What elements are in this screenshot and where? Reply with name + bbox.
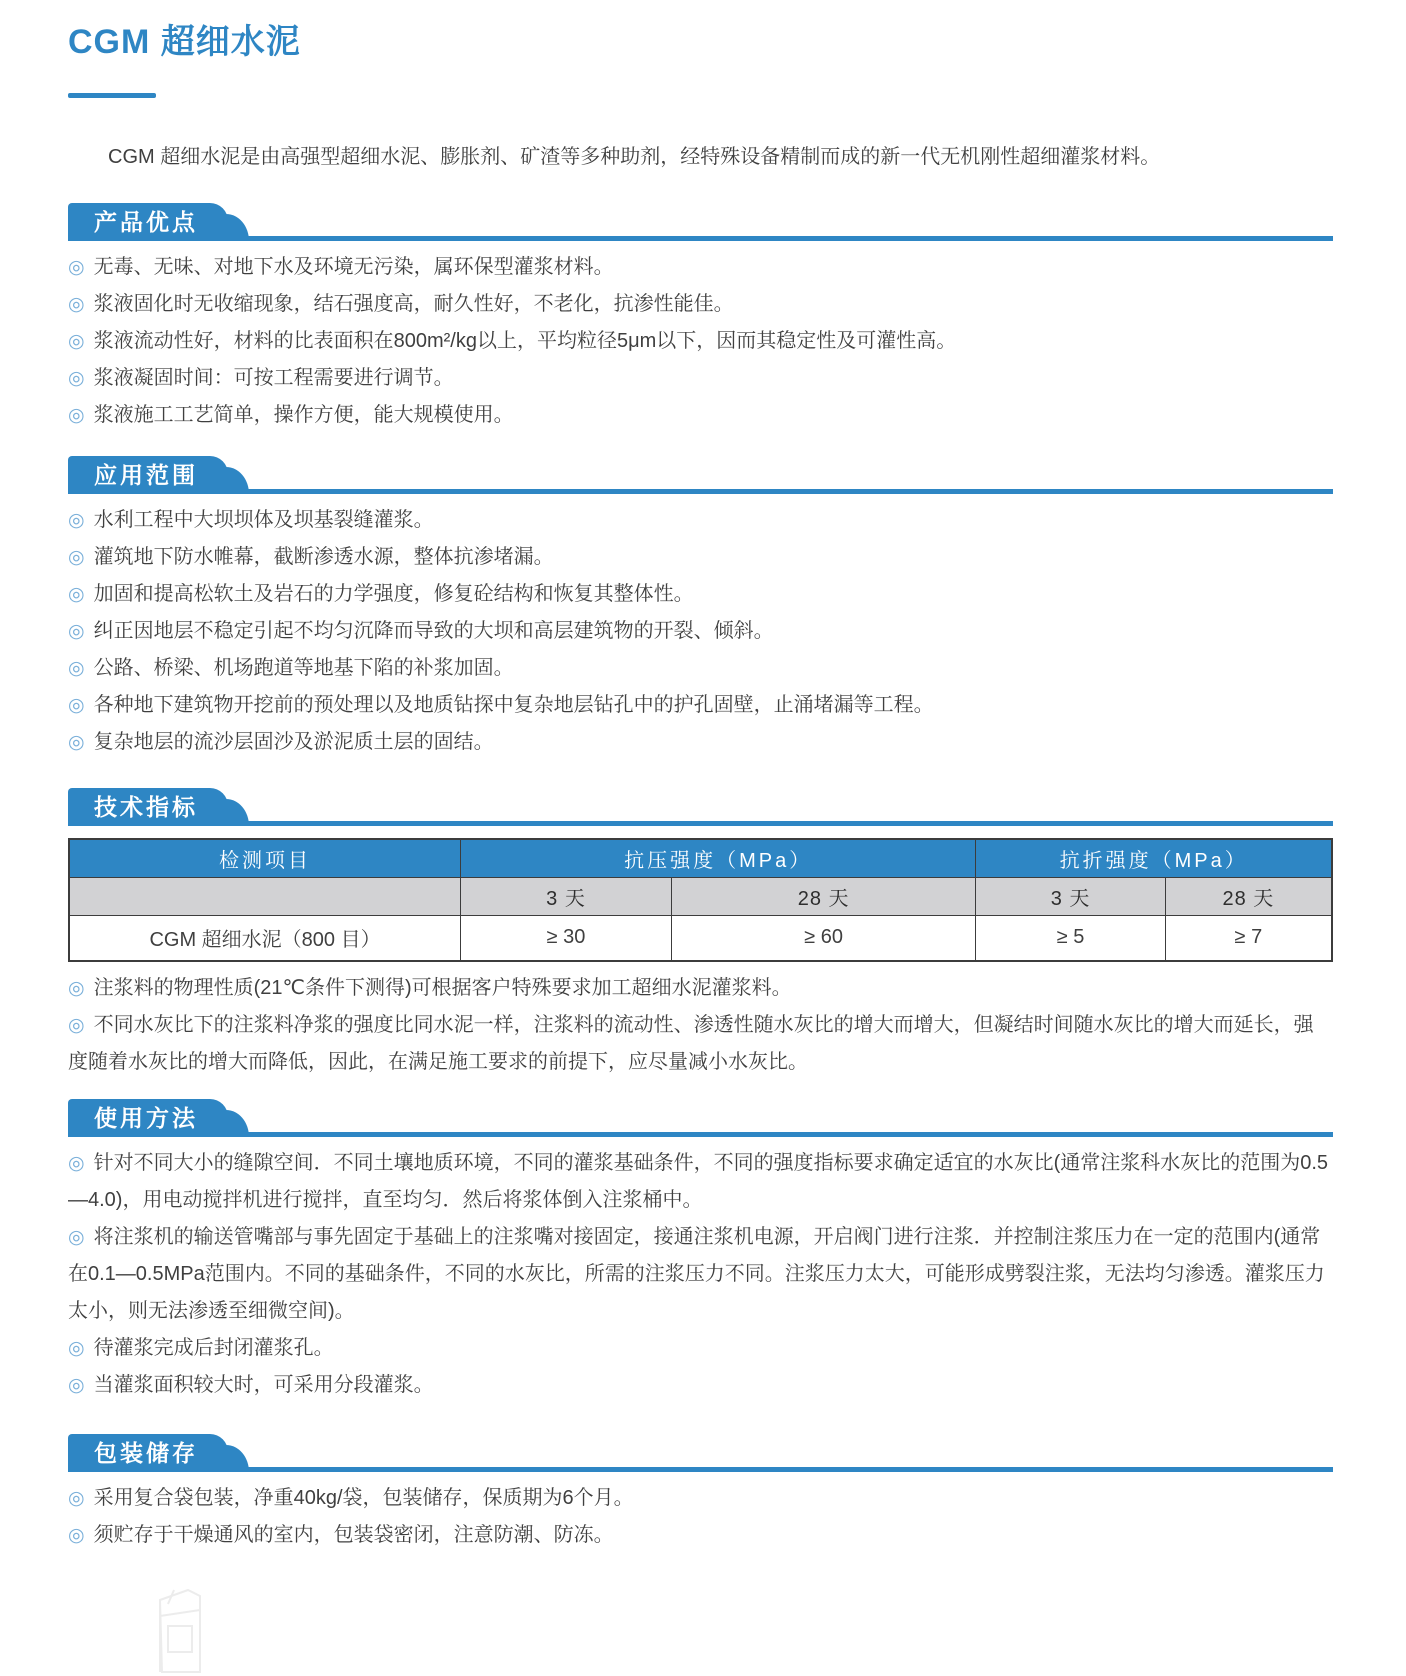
table-cell: ≥ 30	[461, 915, 672, 961]
table-cell: ≥ 7	[1165, 915, 1332, 961]
table-header-cell: 抗折强度（MPa）	[976, 839, 1332, 877]
bullet-icon: ◎	[68, 331, 85, 352]
table-header-row	[69, 839, 1332, 877]
section-header-specs	[68, 788, 1333, 826]
list-item-text: 浆液凝固时间：可按工程需要进行调节。	[93, 367, 454, 389]
bullet-icon: ◎	[68, 1525, 85, 1546]
list-item	[68, 1219, 1333, 1330]
bullet-icon: ◎	[68, 1015, 85, 1036]
list-item-text: 将注浆机的输送管嘴部与事先固定于基础上的注浆嘴对接固定，接通注浆机电源，开启阀门进行注浆．并控制注浆压力在一定的范围内(通常在0.1—0.5MPa范围内。不同的基础条件，不同的水灰比，所需的注浆压力不同。注浆压力太大，可能形成劈裂注浆，无法均匀渗透。灌浆压力太小，则无法渗透至细微空间)。	[68, 1226, 1325, 1322]
list-item-text: 公路、桥梁、机场跑道等地基下陷的补浆加固。	[93, 657, 514, 679]
spec-notes	[68, 970, 1333, 1081]
section-tab	[68, 1434, 228, 1472]
table-cell: ≥ 5	[976, 915, 1165, 961]
page	[68, 14, 1333, 1554]
note-item	[68, 1007, 1333, 1081]
table-cell: ≥ 60	[671, 915, 975, 961]
bullet-icon: ◎	[68, 621, 85, 642]
list-item-text: 浆液流动性好，材料的比表面积在800m²/kg以上，平均粒径5μm以下，因而其稳定性及可灌性高。	[93, 330, 957, 352]
bullet-icon: ◎	[68, 658, 85, 679]
section-tab	[68, 1099, 228, 1137]
list-item	[68, 1517, 1333, 1554]
bullet-icon: ◎	[68, 257, 85, 278]
list-item	[68, 286, 1333, 323]
list-item	[68, 539, 1333, 576]
list-item-text: 当灌浆面积较大时，可采用分段灌浆。	[93, 1374, 434, 1396]
note-text: 不同水灰比下的注浆料净浆的强度比同水泥一样，注浆料的流动性、渗透性随水灰比的增大而增大，但凝结时间随水灰比的增大而延长，强度随着水灰比的增大而降低，因此，在满足施工要求的前提下，应尽量减小水灰比。	[68, 1014, 1314, 1073]
section-title: 产品优点	[94, 209, 198, 235]
page-title: CGM 超细水泥	[68, 23, 301, 61]
section-tab	[68, 203, 228, 241]
intro-paragraph: CGM 超细水泥是由高强型超细水泥、膨胀剂、矿渣等多种助剂，经特殊设备精制而成的新一代无机刚性超细灌浆材料。	[108, 146, 1161, 168]
section-header-usage	[68, 1099, 1333, 1137]
list-item-text: 各种地下建筑物开挖前的预处理以及地质钻探中复杂地层钻孔中的护孔固壁，止涌堵漏等工程。	[93, 694, 934, 716]
list-item-text: 采用复合袋包装，净重40kg/袋，包装储存，保质期为6个月。	[93, 1487, 634, 1509]
bullet-icon: ◎	[68, 1375, 85, 1396]
section-title: 技术指标	[94, 794, 198, 820]
bullet-icon: ◎	[68, 978, 85, 999]
list-item	[68, 1330, 1333, 1367]
list-item-text: 浆液固化时无收缩现象，结石强度高，耐久性好，不老化，抗渗性能佳。	[93, 293, 734, 315]
table-subheader-cell: 28 天	[671, 877, 975, 915]
usage-list	[68, 1145, 1333, 1404]
list-item-text: 水利工程中大坝坝体及坝基裂缝灌浆。	[93, 509, 434, 531]
bullet-icon: ◎	[68, 1153, 85, 1174]
list-item-text: 待灌浆完成后封闭灌浆孔。	[93, 1337, 334, 1359]
bullet-icon: ◎	[68, 1488, 85, 1509]
list-item	[68, 397, 1333, 434]
bullet-icon: ◎	[68, 695, 85, 716]
advantages-list	[68, 249, 1333, 434]
note-item	[68, 970, 1333, 1007]
list-item-text: 复杂地层的流沙层固沙及淤泥质土层的固结。	[93, 731, 494, 753]
section-header-advantages	[68, 203, 1333, 241]
section-tab	[68, 456, 228, 494]
list-item	[68, 360, 1333, 397]
list-item	[68, 613, 1333, 650]
list-item	[68, 687, 1333, 724]
bullet-icon: ◎	[68, 732, 85, 753]
list-item	[68, 1480, 1333, 1517]
section-title: 使用方法	[94, 1105, 198, 1131]
bullet-icon: ◎	[68, 368, 85, 389]
bullet-icon: ◎	[68, 1227, 85, 1248]
table-subheader-row	[69, 877, 1332, 915]
title-underline	[68, 93, 156, 98]
list-item-text: 加固和提高松软土及岩石的力学强度，修复砼结构和恢复其整体性。	[93, 583, 694, 605]
packaging-list	[68, 1480, 1333, 1554]
table-subheader-cell: 28 天	[1165, 877, 1332, 915]
applications-list	[68, 502, 1333, 761]
list-item	[68, 724, 1333, 761]
section-header-applications	[68, 456, 1333, 494]
spec-table	[68, 838, 1333, 962]
list-item	[68, 576, 1333, 613]
list-item	[68, 323, 1333, 360]
bullet-icon: ◎	[68, 510, 85, 531]
list-item-text: 浆液施工工艺简单，操作方便，能大规模使用。	[93, 404, 514, 426]
list-item	[68, 502, 1333, 539]
list-item-text: 针对不同大小的缝隙空间．不同土壤地质环境，不同的灌浆基础条件，不同的强度指标要求确定适宜的水灰比(通常注浆科水灰比的范围为0.5—4.0)，用电动搅拌机进行搅拌，直至均匀．然后将浆体倒入注浆桶中。	[68, 1152, 1329, 1211]
section-title: 包装储存	[94, 1440, 198, 1466]
bullet-icon: ◎	[68, 1338, 85, 1359]
section-tab	[68, 788, 228, 826]
section-header-packaging	[68, 1434, 1333, 1472]
list-item	[68, 249, 1333, 286]
list-item	[68, 1145, 1333, 1219]
list-item-text: 灌筑地下防水帷幕，截断渗透水源，整体抗渗堵漏。	[93, 546, 554, 568]
bullet-icon: ◎	[68, 547, 85, 568]
table-subheader-cell: 3 天	[461, 877, 672, 915]
note-text: 注浆料的物理性质(21℃条件下测得)可根据客户特殊要求加工超细水泥灌浆料。	[93, 977, 792, 999]
table-subheader-cell	[69, 877, 461, 915]
table-header-cell: 检测项目	[69, 839, 461, 877]
list-item-text: 纠正因地层不稳定引起不均匀沉降而导致的大坝和高层建筑物的开裂、倾斜。	[93, 620, 774, 642]
list-item	[68, 650, 1333, 687]
bullet-icon: ◎	[68, 584, 85, 605]
table-subheader-cell: 3 天	[976, 877, 1165, 915]
table-cell: CGM 超细水泥（800 目）	[69, 915, 461, 961]
list-item	[68, 1367, 1333, 1404]
bullet-icon: ◎	[68, 294, 85, 315]
list-item-text: 无毒、无味、对地下水及环境无污染，属环保型灌浆材料。	[93, 256, 614, 278]
section-title: 应用范围	[94, 462, 198, 488]
bullet-icon: ◎	[68, 405, 85, 426]
list-item-text: 须贮存于干燥通风的室内，包装袋密闭，注意防潮、防冻。	[93, 1524, 614, 1546]
table-header-cell: 抗压强度（MPa）	[461, 839, 976, 877]
table-row	[69, 915, 1332, 961]
